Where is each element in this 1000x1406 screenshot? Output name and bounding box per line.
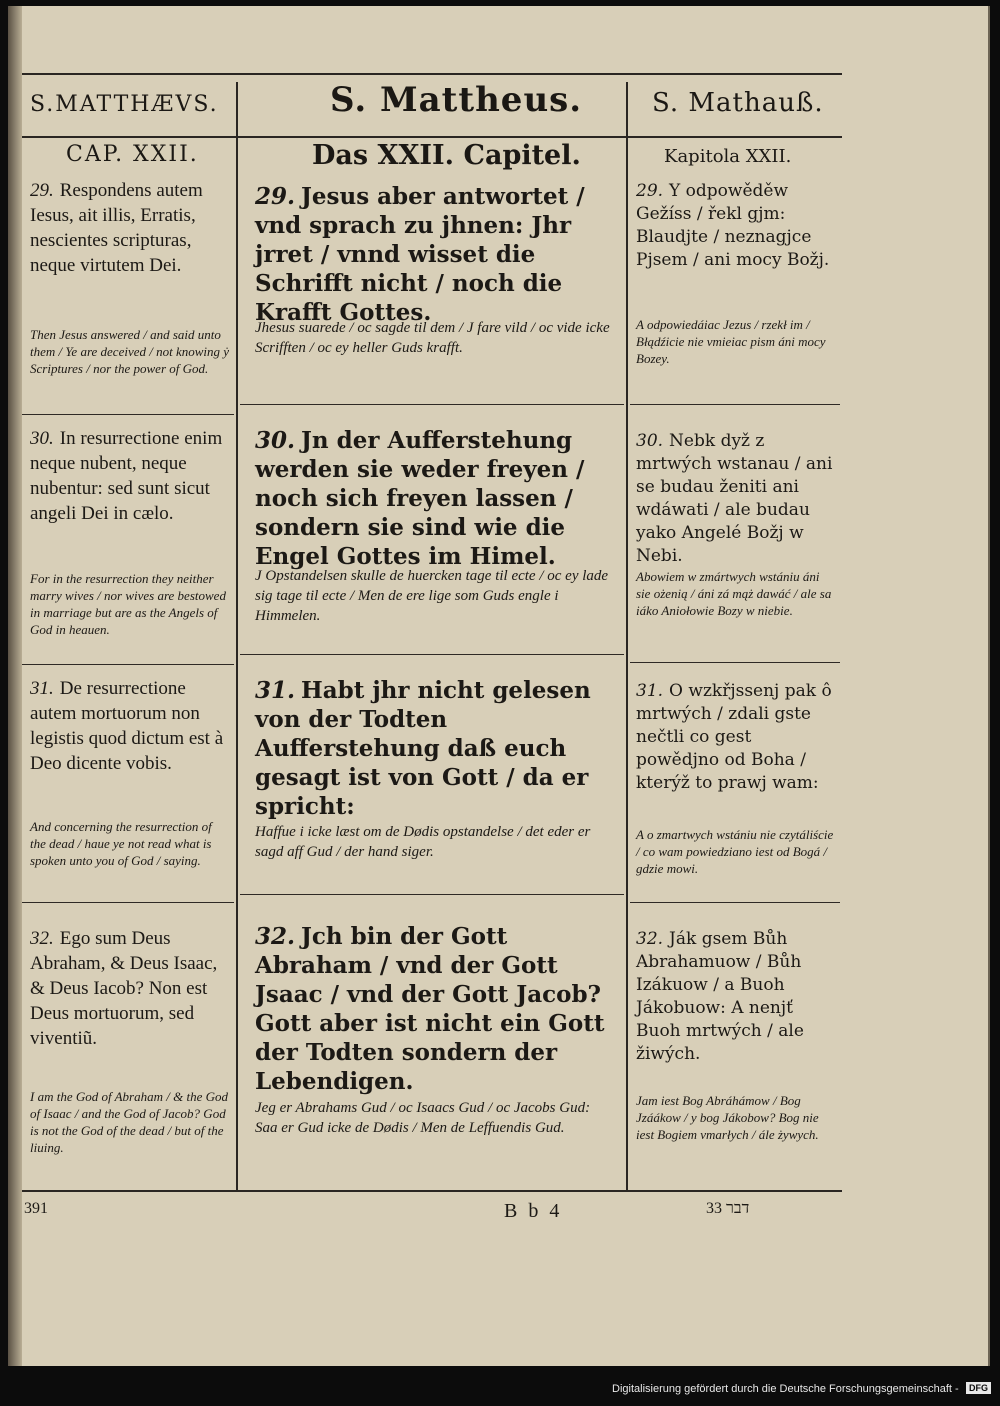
verse-number: 29. (255, 183, 296, 210)
verse-text: Nebk dyž z mrtwých wstanau / ani se budau ženiti ani wdáwati / ale budau yako Angelé Božj w Nebi. (636, 431, 833, 566)
verse-text: Respondens autem Iesus, ait illis, Erratis, nescientes scripturas, neque virtutem Dei. (30, 180, 203, 276)
column-divider-left (236, 82, 238, 1190)
chapter-heading-german: Das XXII. Capitel. (312, 140, 581, 171)
header-rule-top (22, 73, 842, 75)
verse-31-german (255, 676, 615, 821)
verse-text: In resurrectione enim neque nubent, neque nubentur: sed sunt sicut angeli Dei in cælo. (30, 428, 223, 524)
footer-signature: B b 4 (504, 1200, 563, 1222)
verse-text: De resurrectione autem mortuorum non legistis quod dictum est à Deo dicente vobis. (30, 678, 224, 774)
running-head-german: S. Mattheus. (330, 80, 583, 120)
verse-32-polish: Jam iest Bog Abráhámow / Bog Jzáákow / y bog Jákobow? Bog nie iest Bogiem vmarłych / ále żywych. (636, 1093, 819, 1142)
separator-middle-3 (240, 894, 624, 895)
running-head-czech: S. Mathauß. (652, 88, 824, 118)
verse-text: Ják gsem Bůh Abrahamuow / Bůh Izákuow / a Buoh Jákobuow: A nenjť Buoh mrtwých / ale žiwých. (636, 929, 804, 1064)
footer-folio-left: 391 (24, 1200, 48, 1217)
separator-right-2 (630, 662, 840, 663)
verse-number: 30. (636, 431, 664, 451)
verse-number: 31. (30, 678, 54, 699)
verse-text: Jn der Aufferstehung werden sie weder freyen / noch sich freyen lassen / sondern sie sind wie die Engel Gottes im Himel. (255, 427, 585, 570)
separator-left-3 (22, 902, 234, 903)
digitization-credit: Digitalisierung gefördert durch die Deutsche Forschungsgemeinschaft - (612, 1383, 959, 1395)
verse-30-polish: Abowiem w zmártwych wstániu áni sie ożenią / áni zá mąż dawáć / ale sa iáko Aniołowie Bozy w niebie. (636, 569, 832, 618)
verse-number: 32. (30, 928, 54, 949)
chapter-heading-latin: CAP. XXII. (66, 142, 199, 167)
verse-text: Jch bin der Gott Abraham / vnd der Gott Jsaac / vnd der Gott Jacob? Gott aber ist nicht ein Gott der Todten sondern der Lebendigen. (255, 923, 605, 1095)
verse-32-german (255, 922, 615, 1096)
separator-middle-2 (240, 654, 624, 655)
verse-number: 32. (255, 923, 296, 950)
verse-30-german (255, 426, 615, 571)
verse-31-polish: A o zmartwych wstániu nie czytáliście / co wam powiedziano iest od Bogá / gdzie mowi. (636, 827, 834, 876)
verse-number: 30. (255, 427, 296, 454)
verse-29-english: Then Jesus answered / and said unto them / Ye are deceived / not knowing ẏ Scriptures / nor the power of God. (30, 327, 230, 376)
column-divider-right (626, 82, 628, 1190)
verse-30-latin (30, 426, 230, 526)
verse-30-danish: J Opstandelsen skulle de huercken tage til ecte / oc ey lade sig tage til ecte / Men de ere lige som Guds engle i Himmelen. (255, 568, 609, 624)
verse-32-czech (636, 928, 836, 1066)
verse-29-danish: Jhesus suarede / oc sagde til dem / J fare vild / oc vide icke Scrifften / oc ey heller Guds krafft. (255, 320, 610, 356)
separator-left-2 (22, 664, 234, 665)
chapter-heading-czech: Kapitola XXII. (664, 146, 792, 167)
verse-number: 32. (636, 929, 664, 949)
footer-rule (22, 1190, 842, 1192)
verse-number: 29. (30, 180, 54, 201)
verse-32-latin (30, 926, 230, 1051)
verse-29-czech (636, 180, 836, 272)
verse-30-czech (636, 430, 836, 568)
verse-text: Y odpowěděw Gežíss / řekl gjm: Blaudjte / neznagjce Pjsem / ani mocy Božj. (636, 181, 830, 270)
verse-31-czech (636, 680, 836, 795)
verse-32-danish: Jeg er Abrahams Gud / oc Isaacs Gud / oc Jacobs Gud: Saa er Gud icke de Dødis / Men de Leffuendis Gud. (255, 1100, 591, 1136)
footer-folio-right: דבר 33 (706, 1200, 750, 1217)
verse-text: O wzkřjssenj pak ô mrtwých / zdali gste nečtli co gest powědjno od Boha / kterýž to prawj wam: (636, 681, 832, 793)
verse-29-polish: A odpowiedáiac Jezus / rzekł im / Błądźicie nie vmieiac pism áni mocy Bozey. (636, 317, 826, 366)
verse-31-english: And concerning the resurrection of the dead / haue ye not read what is spoken unto you of God / saying. (30, 819, 212, 868)
page-spine-shadow (8, 6, 22, 1366)
verse-text: Ego sum Deus Abraham, & Deus Isaac, & Deus Iacob? Non est Deus mortuorum, sed viventiũ. (30, 928, 218, 1049)
running-head-latin: S.MATTHÆVS. (30, 92, 219, 117)
verse-31-latin (30, 676, 230, 776)
verse-32-english: I am the God of Abraham / & the God of Isaac / and the God of Jacob? God is not the God of the dead / but of the liuing. (30, 1089, 228, 1155)
verse-number: 30. (30, 428, 54, 449)
verse-29-german (255, 182, 615, 327)
verse-31-danish: Haffue i icke læst om de Dødis opstandelse / det eder er sagd aff Gud / der hand siger. (255, 824, 591, 860)
separator-middle-1 (240, 404, 624, 405)
separator-right-3 (630, 902, 840, 903)
verse-text: Jesus aber antwortet / vnd sprach zu jhnen: Jhr jrret / vnnd wisset die Schrifft nicht / noch die Krafft Gottes. (255, 183, 585, 326)
verse-number: 31. (636, 681, 664, 701)
dfg-logo: DFG (966, 1382, 991, 1394)
verse-number: 31. (255, 677, 296, 704)
verse-29-latin (30, 178, 230, 278)
verse-text: Habt jhr nicht gelesen von der Todten Aufferstehung daß euch gesagt ist von Gott / da er spricht: (255, 677, 591, 820)
separator-left-1 (22, 414, 234, 415)
header-rule-bottom (22, 136, 842, 138)
separator-right-1 (630, 404, 840, 405)
verse-number: 29. (636, 181, 664, 201)
verse-30-english: For in the resurrection they neither marry wives / nor wives are bestowed in marriage but are as the Angels of God in heauen. (30, 571, 226, 637)
